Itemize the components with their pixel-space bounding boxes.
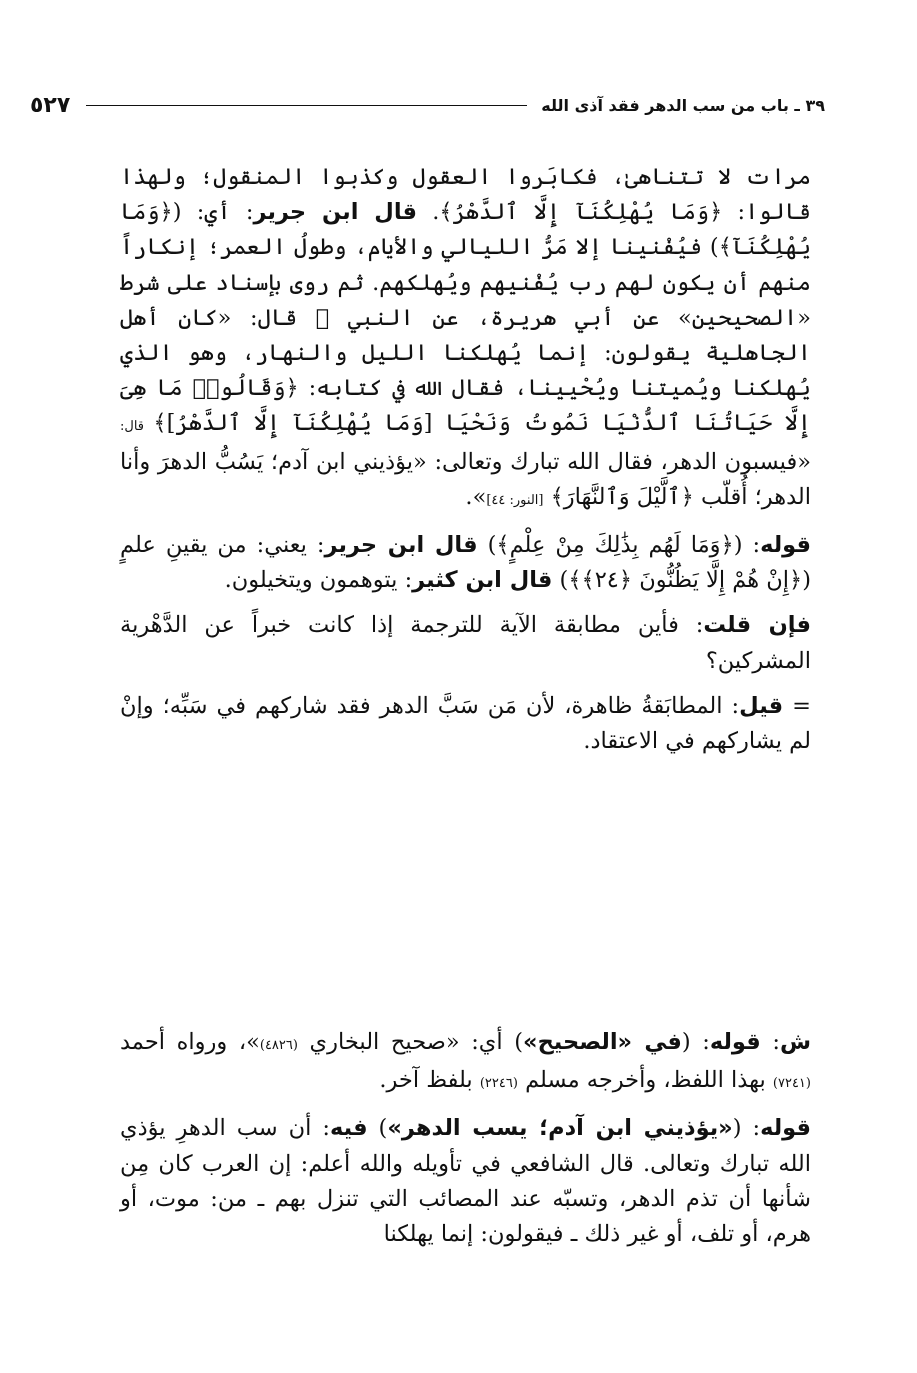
quran-reference: [النور: ٤٤] bbox=[486, 492, 544, 508]
paragraph-hadith: قوله: («يؤذيني ابن آدم؛ يسب الدهر») فيه: أن سب الدهرِ يؤذي الله تبارك وتعالى. قال الشافعي في تأويله والله أعلم: إن العرب كان مِن شأنها أن تذم الدهر، وتسبّه عند المصائب التي تنزل بهم ـ من: موت، أو هرم، أو تلف، أو غير ذلك ـ فيقولون: إنما يهلكنا bbox=[120, 1115, 811, 1248]
page-number: ٥٢٧ bbox=[30, 92, 71, 118]
question-label: فإن قلت bbox=[703, 612, 811, 639]
paragraph-sharh: ش: قوله: (في «الصحيح») أي: «صحيح البخاري (٤٨٢٦)»، ورواه أحمد (٧٢٤١) بهذا اللفظ، وأخرجه مسلم (٢٢٤٦) بلفظ آخر. bbox=[120, 1029, 811, 1094]
chapter-title: ٣٩ ـ باب من سب الدهر فقد آذى الله bbox=[541, 95, 825, 115]
main-text bbox=[120, 160, 811, 769]
header-rule bbox=[86, 105, 527, 106]
ibn-jarir-label: قال ابن جرير bbox=[253, 199, 417, 226]
paragraph-question: فإن قلت: فأين مطابقة الآية للترجمة إذا كانت خبراً عن الدَّهْرية المشركين؟ bbox=[120, 612, 811, 674]
qawluh-label: قوله bbox=[760, 532, 811, 559]
paragraph-answer: = قيل: المطابَقةُ ظاهرة، لأن مَن سَبَّ الدهر فقد شاركهم في سَبِّه؛ وإنْ لم يشاركهم في الاعتقاد. bbox=[120, 692, 811, 755]
sharh-label: ش bbox=[779, 1029, 811, 1055]
commentary-text bbox=[120, 1025, 811, 1262]
running-header bbox=[30, 88, 825, 122]
paragraph-qawluh: قوله: (﴿وَمَا لَهُم بِذَٰلِكَ مِنْ عِلْمٍ﴾) قال ابن جرير: يعني: من يقينِ علمٍ (﴿إِنْ هُمْ إِلَّا يَظُنُّونَ ﴿٢٤﴾﴾) قال ابن كثير: يتوهمون ويتخيلون. bbox=[120, 532, 811, 594]
answer-label: قيل bbox=[739, 692, 784, 719]
ibn-kathir-label: قال ابن كثير bbox=[412, 567, 553, 594]
paragraph-ibn-jarir: مرات لا تتناهىٰ، فكابَروا العقول وكذبوا المنقول؛ ولهذا قالوا: ﴿وَمَا يُهْلِكُنَآ إِلَّا ٱلدَّهْرُ﴾. قال ابن جرير: أي: (﴿وَمَا يُهْلِكُنَآ﴾) فيُفْنينا إلا مَرُّ الليالي والأيام، وطولُ العمر؛ إنكاراً منهم أن يكون لهم رب يُفْنيهم ويُهلكهم. ثم روى بإسناد على شرط «الصحيحين» عن أبي هريرة، عن النبي ﷺ قال: «كان أهل الجاهلية يقولون: إنما يُهلكنا الليل والنهار، وهو الذي يُهلكنا ويُميتنا ويُحْيينا، فقال الله في كتابه: ﴿وَقَالُوا۟ مَا هِىَ إِلَّا حَيَاتُنَا ٱلدُّنْيَا نَمُوتُ وَنَحْيَا [وَمَا يُهْلِكُنَآ إِلَّا ٱلدَّهْرُ]﴾ قال: «فيسبون الدهر، فقال الله تبارك وتعالى: «يؤذيني ابن آدم؛ يَسُبُّ الدهرَ وأنا الدهر؛ أُقلّب ﴿ٱلَّيْلَ وَٱلنَّهَارَ﴾ [النور: ٤٤]». bbox=[120, 164, 811, 510]
